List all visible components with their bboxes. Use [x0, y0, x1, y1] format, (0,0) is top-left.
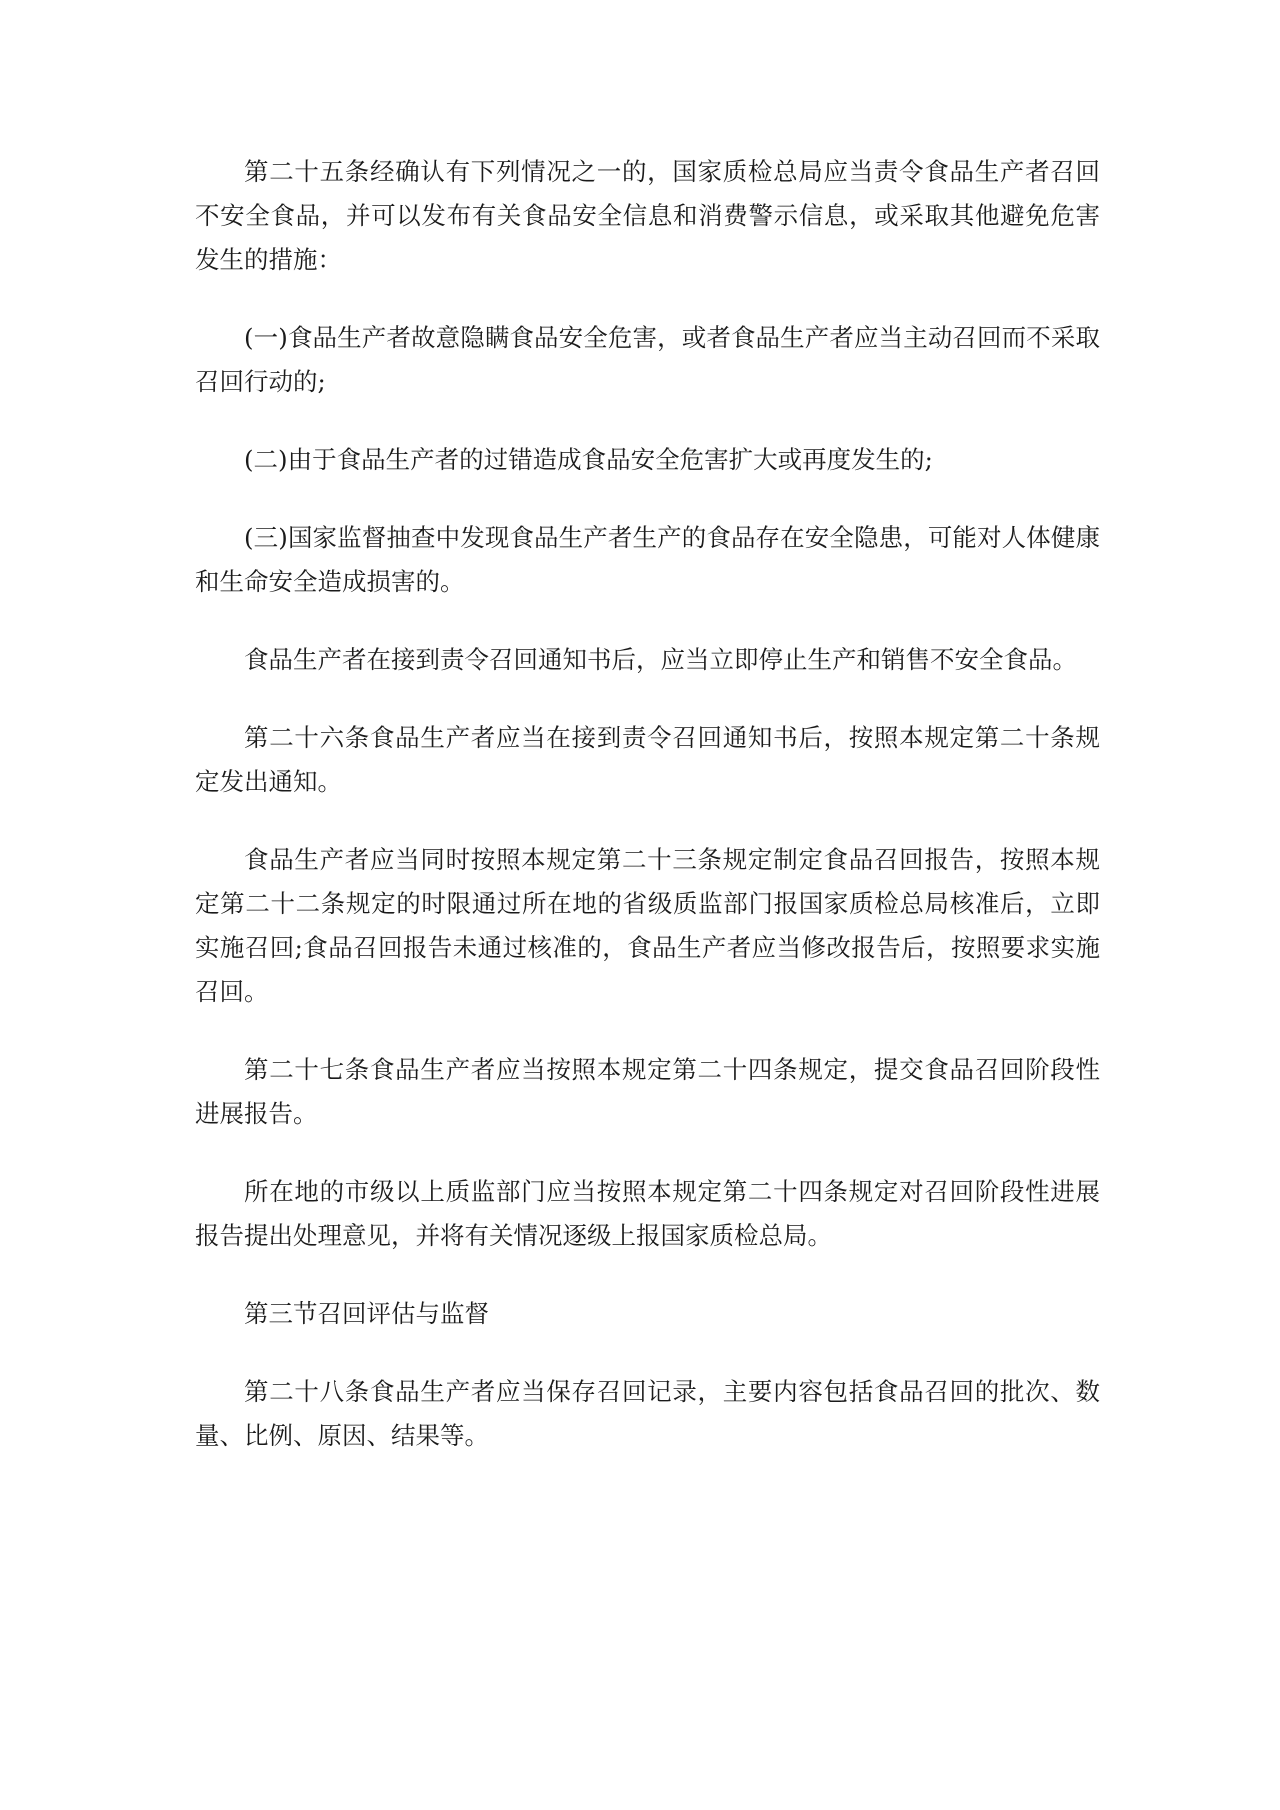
article-28-paragraph: 第二十八条食品生产者应当保存召回记录，主要内容包括食品召回的批次、数量、比例、原因、结果等。 — [195, 1377, 1100, 1450]
article-25-item-3: (三)国家监督抽查中发现食品生产者生产的食品存在安全隐患，可能对人体健康和生命安全造成损害的。 — [195, 523, 1100, 596]
article-25-item-1: (一)食品生产者故意隐瞒食品安全危害，或者食品生产者应当主动召回而不采取召回行动的; — [195, 323, 1100, 396]
section-heading: 第三节召回评估与监督 — [244, 1299, 489, 1328]
article-25-item-2: (二)由于食品生产者的过错造成食品安全危害扩大或再度发生的; — [244, 445, 933, 474]
document-body — [195, 150, 1100, 1492]
article-25-followup: 食品生产者在接到责令召回通知书后，应当立即停止生产和销售不安全食品。 — [244, 645, 1077, 674]
article-26-followup: 食品生产者应当同时按照本规定第二十三条规定制定食品召回报告，按照本规定第二十二条规定的时限通过所在地的省级质监部门报国家质检总局核准后，立即实施召回;食品召回报告未通过核准的，食品生产者应当修改报告后，按照要求实施召回。 — [195, 845, 1100, 1006]
article-27-paragraph: 第二十七条食品生产者应当按照本规定第二十四条规定，提交食品召回阶段性进展报告。 — [195, 1055, 1100, 1128]
article-25-paragraph: 第二十五条经确认有下列情况之一的，国家质检总局应当责令食品生产者召回不安全食品，并可以发布有关食品安全信息和消费警示信息，或采取其他避免危害发生的措施： — [195, 157, 1100, 274]
article-26-paragraph: 第二十六条食品生产者应当在接到责令召回通知书后，按照本规定第二十条规定发出通知。 — [195, 723, 1100, 796]
article-27-followup: 所在地的市级以上质监部门应当按照本规定第二十四条规定对召回阶段性进展报告提出处理意见，并将有关情况逐级上报国家质检总局。 — [195, 1177, 1100, 1250]
